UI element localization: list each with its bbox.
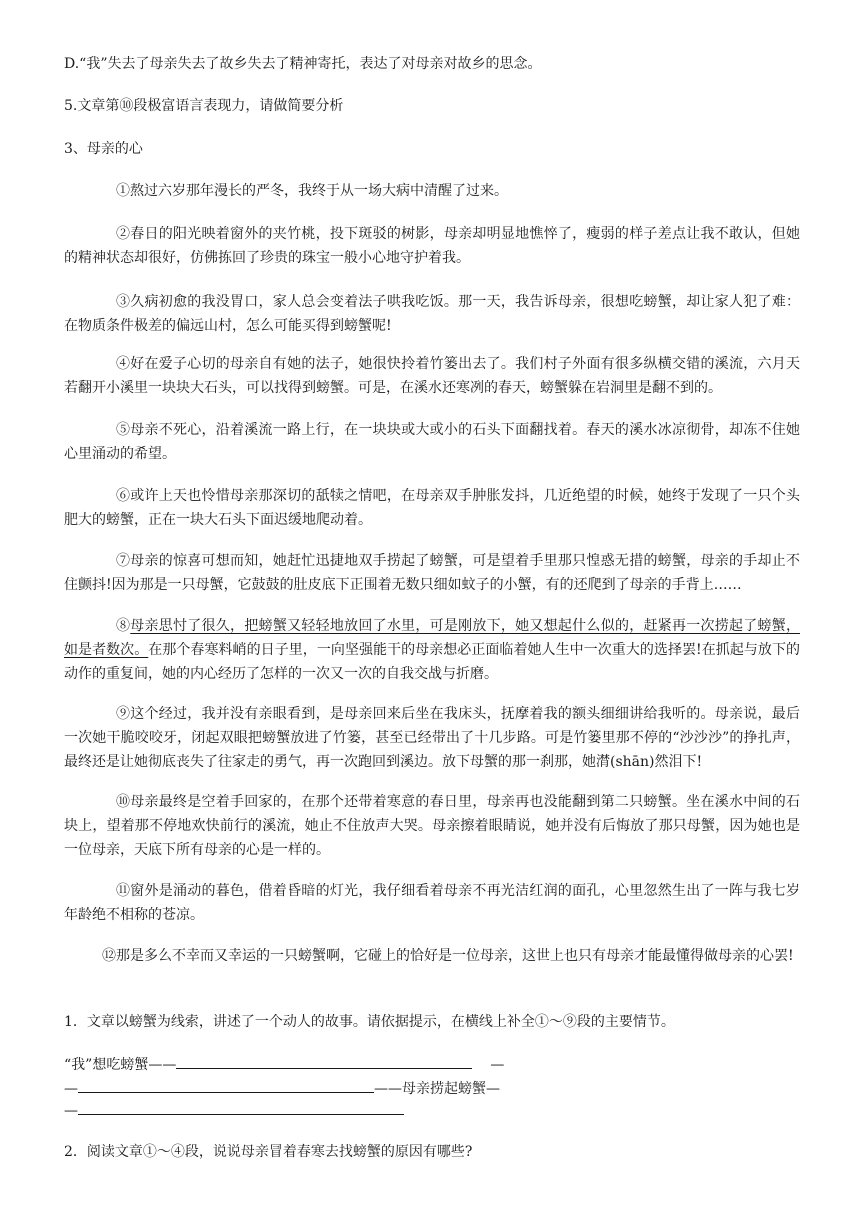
paragraph-8-number: ⑧ [116,618,131,634]
fill-middle-text: ——母亲捞起螃蟹— [374,1081,500,1097]
fill-line-1 [64,1052,804,1077]
answer-blank-2[interactable] [78,1076,374,1093]
paragraph-10: ⑩母亲最终是空着手回家的，在那个还带着寒意的春日里，母亲再也没能翻到第二只螃蟹。坐在溪水中间的石块上，望着那不停地欢快前行的溪流，她止不住放声大哭。母亲擦着眼睛说，她并没有后悔放了那只母蟹，因为她也是一位母亲，天底下所有母亲的心是一样的。 [64,794,800,858]
question-2: 2．阅读文章①～④段，说说母亲冒着春寒去找螃蟹的原因有哪些? [64,1144,473,1160]
fill-dash-start: — [64,1081,78,1097]
paragraph-2: ②春日的阳光映着窗外的夹竹桃，投下斑驳的树影，母亲却明显地憔悴了，瘦弱的样子差点让我不敢认，但她的精神状态却很好，仿佛拣回了珍贵的珠宝一般小心地守护着我。 [64,226,800,266]
fill-dash-start-2: — [64,1103,78,1119]
fill-start-text: “我”想吃螃蟹—— [64,1057,177,1073]
paragraph-5: ⑤母亲不死心，沿着溪流一路上行，在一块块或大或小的石头下面翻找着。春天的溪水冰凉彻骨，却冻不住她心里涌动的希望。 [64,422,800,462]
paragraph-6: ⑥或许上天也怜惜母亲那深切的舐犊之情吧，在母亲双手肿胀发抖，几近绝望的时候，她终于发现了一只个头肥大的螃蟹，正在一块大石头下面迟缓地爬动着。 [64,488,800,528]
answer-blank-3[interactable] [78,1098,404,1115]
option-d: D.“我”失去了母亲失去了故乡失去了精神寄托，表达了对母亲对故乡的思念。 [64,56,542,72]
paragraph-8-underlined: 母亲思忖了很久，把螃蟹又轻轻地放回了水里，可是刚放下，她又想起什么似的，赶紧再一次捞起了螃蟹，如是者数次。 [64,618,801,658]
fill-line-3 [64,1098,804,1123]
paragraph-11: ⑪窗外是涌动的暮色，借着昏暗的灯光，我仔细看着母亲不再光洁红润的面孔，心里忽然生出了一阵与我七岁年龄绝不相称的苍凉。 [64,883,800,923]
fill-dash-end: — [490,1057,505,1073]
paragraph-1: ①熬过六岁那年漫长的严冬，我终于从一场大病中清醒了过来。 [116,183,508,199]
paragraph-8-rest: 在那个春寒料峭的日子里，一向坚强能干的母亲想必正面临着她人生中一次重大的选择罢!在抓起与放下的动作的重复间，她的内心经历了怎样的一次又一次的自我交战与折磨。 [64,642,801,682]
paragraph-12: ⑫那是多么不幸而又幸运的一只螃蟹啊，它碰上的恰好是一位母亲，这世上也只有母亲才能最懂得做母亲的心罢! [102,948,794,964]
paragraph-8 [64,614,800,686]
paragraph-7: ⑦母亲的惊喜可想而知，她赶忙迅捷地双手捞起了螃蟹，可是望着手里那只惶惑无措的螃蟹，母亲的手却止不住颤抖!因为那是一只母蟹，它鼓鼓的肚皮底下正围着无数只细如蚊子的小蟹，有的还爬到了母亲的手背上…… [64,553,800,593]
paragraph-9: ⑨这个经过，我并没有亲眼看到，是母亲回来后坐在我床头，抚摩着我的额头细细讲给我听的。母亲说，最后一次她干脆咬咬牙，闭起双眼把螃蟹放进了竹篓，甚至已经带出了十几步路。可是竹篓里那不停的“沙沙沙”的挣扎声，最终还是让她彻底丧失了往家走的勇气，再一次跑回到溪边。放下母蟹的那一刹那，她潸(shān)然泪下! [64,706,800,770]
question-5: 5.文章第⑩段极富语言表现力，请做简要分析 [64,98,344,114]
paragraph-3: ③久病初愈的我没胃口，家人总会变着法子哄我吃饭。那一天，我告诉母亲，很想吃螃蟹，却让家人犯了难：在物质条件极差的偏远山村，怎么可能买得到螃蟹呢! [64,294,800,334]
section-title: 3、母亲的心 [64,141,143,157]
answer-blank-1[interactable] [176,1052,472,1069]
question-1: 1．文章以螃蟹为线索，讲述了一个动人的故事。请依据提示，在横线上补全①～⑨段的主要情节。 [64,1014,675,1030]
paragraph-4: ④好在爱子心切的母亲自有她的法子，她很快拎着竹篓出去了。我们村子外面有很多纵横交错的溪流，六月天若翻开小溪里一块块大石头，可以找得到螃蟹。可是，在溪水还寒冽的春天，螃蟹躲在岩洞里是翻不到的。 [64,356,800,396]
